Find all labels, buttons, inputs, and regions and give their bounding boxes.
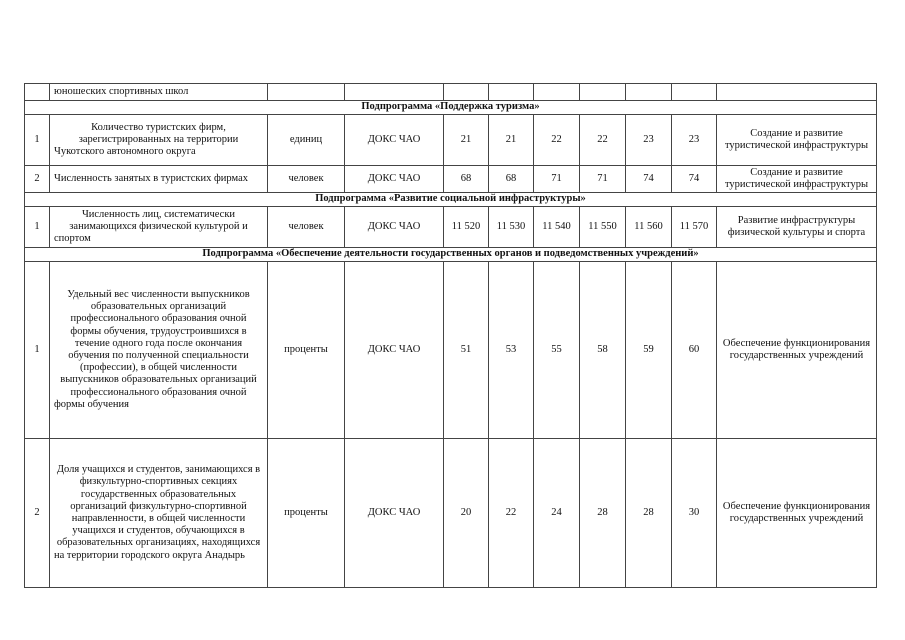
- value-cell: 71: [580, 166, 626, 193]
- unit-cell: проценты: [268, 439, 345, 588]
- value-cell: 11 570: [672, 207, 717, 248]
- value-cell: 24: [534, 439, 580, 588]
- subprogram-header: [25, 193, 877, 207]
- executor-cell: ДОКС ЧАО: [345, 115, 444, 166]
- row-number: 2: [25, 439, 50, 588]
- subprogram-title: Подпрограмма «Обеспечение деятельности государственных органов и подведомственных учреждений»: [25, 248, 877, 262]
- value-cell: 59: [626, 262, 672, 439]
- value-cell: 11 520: [444, 207, 489, 248]
- value-cell: 21: [489, 115, 534, 166]
- goal-cell: Создание и развитие туристической инфраструктуры: [717, 115, 877, 166]
- indicator-text: Численность занятых в туристских фирмах: [50, 166, 268, 193]
- value-cell: 22: [580, 115, 626, 166]
- value-cell: 22: [489, 439, 534, 588]
- executor-cell: ДОКС ЧАО: [345, 207, 444, 248]
- value-cell: 30: [672, 439, 717, 588]
- table-row: [25, 439, 877, 588]
- table-row: [25, 262, 877, 439]
- value-cell: 11 560: [626, 207, 672, 248]
- value-cell: 53: [489, 262, 534, 439]
- value-cell: 68: [489, 166, 534, 193]
- executor-cell: ДОКС ЧАО: [345, 439, 444, 588]
- goal-cell: Развитие инфраструктуры физической культуры и спорта: [717, 207, 877, 248]
- value-cell: 68: [444, 166, 489, 193]
- table-row: [25, 166, 877, 193]
- value-cell: 60: [672, 262, 717, 439]
- indicator-text: Доля учащихся и студентов, занимающихся в физкультурно-спортивных секциях государственных образовательных организаций физкультурно-спортивной направленности, в общей численности учащихся и студентов, обучающихся в образовательных организациях, находящихся на территории городского округа Анадырь: [50, 439, 268, 588]
- unit-cell: единиц: [268, 115, 345, 166]
- value-cell: 74: [672, 166, 717, 193]
- subprogram-header: [25, 248, 877, 262]
- row-number: [25, 84, 50, 101]
- indicator-text: Количество туристских фирм, зарегистрированных на территории Чукотского автономного округа: [50, 115, 268, 166]
- row-number: 1: [25, 262, 50, 439]
- table-row: [25, 84, 877, 101]
- table-row: [25, 115, 877, 166]
- value-cell: 28: [580, 439, 626, 588]
- unit-cell: человек: [268, 166, 345, 193]
- value-cell: 11 540: [534, 207, 580, 248]
- row-number: 1: [25, 115, 50, 166]
- value-cell: 20: [444, 439, 489, 588]
- value-cell: 28: [626, 439, 672, 588]
- value-cell: 71: [534, 166, 580, 193]
- row-number: 2: [25, 166, 50, 193]
- value-cell: 51: [444, 262, 489, 439]
- subprogram-title: Подпрограмма «Развитие социальной инфраструктуры»: [25, 193, 877, 207]
- unit-cell: проценты: [268, 262, 345, 439]
- value-cell: 23: [626, 115, 672, 166]
- subprogram-title: Подпрограмма «Поддержка туризма»: [25, 101, 877, 115]
- value-cell: 74: [626, 166, 672, 193]
- executor-cell: ДОКС ЧАО: [345, 166, 444, 193]
- goal-cell: Обеспечение функционирования государственных учреждений: [717, 262, 877, 439]
- executor-cell: ДОКС ЧАО: [345, 262, 444, 439]
- indicator-text: Численность лиц, систематически занимающихся физической культурой и спортом: [50, 207, 268, 248]
- subprogram-header: [25, 101, 877, 115]
- value-cell: 11 530: [489, 207, 534, 248]
- value-cell: 21: [444, 115, 489, 166]
- value-cell: 23: [672, 115, 717, 166]
- value-cell: 55: [534, 262, 580, 439]
- indicators-table: [24, 83, 877, 588]
- indicator-text: юношеских спортивных школ: [50, 84, 268, 101]
- row-number: 1: [25, 207, 50, 248]
- goal-cell: Создание и развитие туристической инфраструктуры: [717, 166, 877, 193]
- unit-cell: человек: [268, 207, 345, 248]
- table-row: [25, 207, 877, 248]
- value-cell: 22: [534, 115, 580, 166]
- value-cell: 11 550: [580, 207, 626, 248]
- indicator-text: Удельный вес численности выпускников образовательных организаций профессионального образования очной формы обучения, трудоустроившихся в течение одного года после окончания обучения по полученной специальности (профессии), в общей численности выпускников образовательных организаций профессионального образования очной формы обучения: [50, 262, 268, 439]
- goal-cell: Обеспечение функционирования государственных учреждений: [717, 439, 877, 588]
- value-cell: 58: [580, 262, 626, 439]
